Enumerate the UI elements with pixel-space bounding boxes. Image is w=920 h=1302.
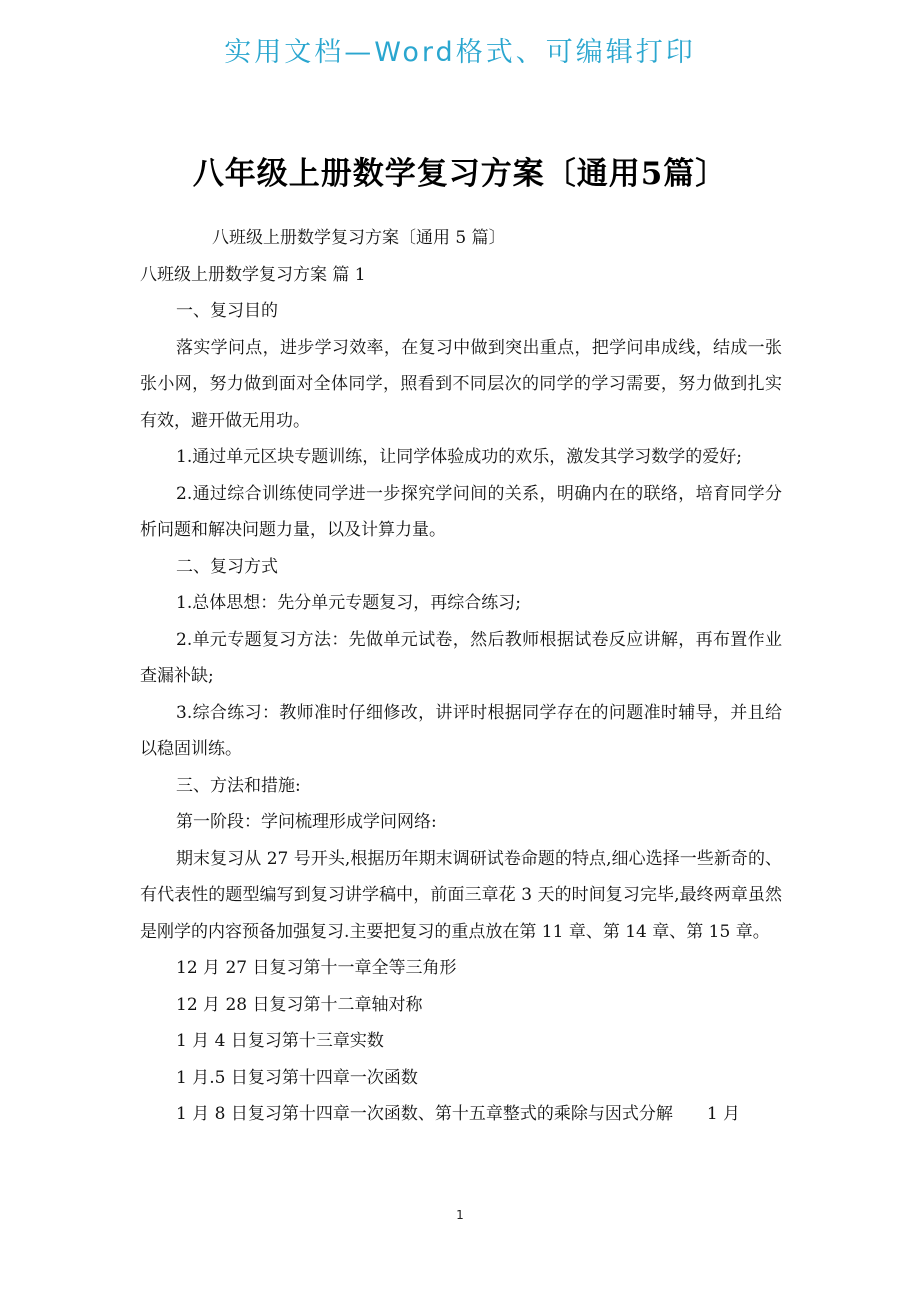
heading-review-method: 二、复习方式: [176, 556, 278, 577]
heading-measures: 三、方法和措施:: [176, 775, 301, 796]
schedule-item-2: 12 月 28 日复习第十二章轴对称: [176, 994, 423, 1015]
schedule-item-1: 12 月 27 日复习第十一章全等三角形: [176, 958, 457, 978]
document-title: 八年级上册数学复习方案〔通用5篇〕: [192, 156, 728, 192]
paragraph-stage-one: 期末复习从 27 号开头,根据历年期末调研试卷命题的特点,细心选择一些新奇的、有代表性的题型编写到复习讲学稿中，前面三章花 3 天的时间复习完毕,最终两章虽然是刚学的内容预备加强复习.主要把复习的重点放在第 11 章、第 14 章、第 15 章。: [140, 848, 782, 942]
goal-item-1: 1.通过单元区块专题训练，让同学体验成功的欢乐，激发其学习数学的爱好;: [176, 447, 742, 467]
heading-review-goals: 一、复习目的: [176, 301, 278, 321]
schedule-item-4: 1 月.5 日复习第十四章一次函数: [176, 1067, 418, 1088]
schedule-item-5: 1 月 8 日复习第十四章一次函数、第十五章整式的乘除与因式分解 1 月: [176, 1104, 741, 1124]
paragraph-goals: 落实学问点，进步学习效率，在复习中做到突出重点，把学问串成线，结成一张张小网，努力做到面对全体同学，照看到不同层次的同学的学习需要，努力做到扎实有效，避开做无用功。: [140, 337, 782, 431]
document-body: [140, 220, 782, 1133]
goal-item-2: 2.通过综合训练使同学进一步探究学问间的关系，明确内在的联络，培育同学分析问题和解决问题力量，以及计算力量。: [140, 483, 782, 540]
section-heading-part1: 八班级上册数学复习方案 篇 1: [140, 264, 366, 285]
method-item-2: 2.单元专题复习方法：先做单元试卷，然后教师根据试卷反应讲解，再布置作业查漏补缺;: [140, 629, 782, 686]
method-item-1: 1.总体思想：先分单元专题复习，再综合练习;: [176, 593, 521, 613]
document-subtitle: 八班级上册数学复习方案〔通用 5 篇〕: [212, 228, 506, 248]
stage-one-heading: 第一阶段：学问梳理形成学问网络:: [176, 812, 437, 832]
schedule-item-3: 1 月 4 日复习第十三章实数: [176, 1031, 384, 1051]
method-item-3: 3.综合练习：教师准时仔细修改，讲评时根据同学存在的问题准时辅导，并且给以稳固训练。: [140, 702, 782, 759]
header-banner: 实用文档—Word格式、可编辑打印: [224, 37, 696, 68]
page-number: 1: [456, 1208, 464, 1222]
